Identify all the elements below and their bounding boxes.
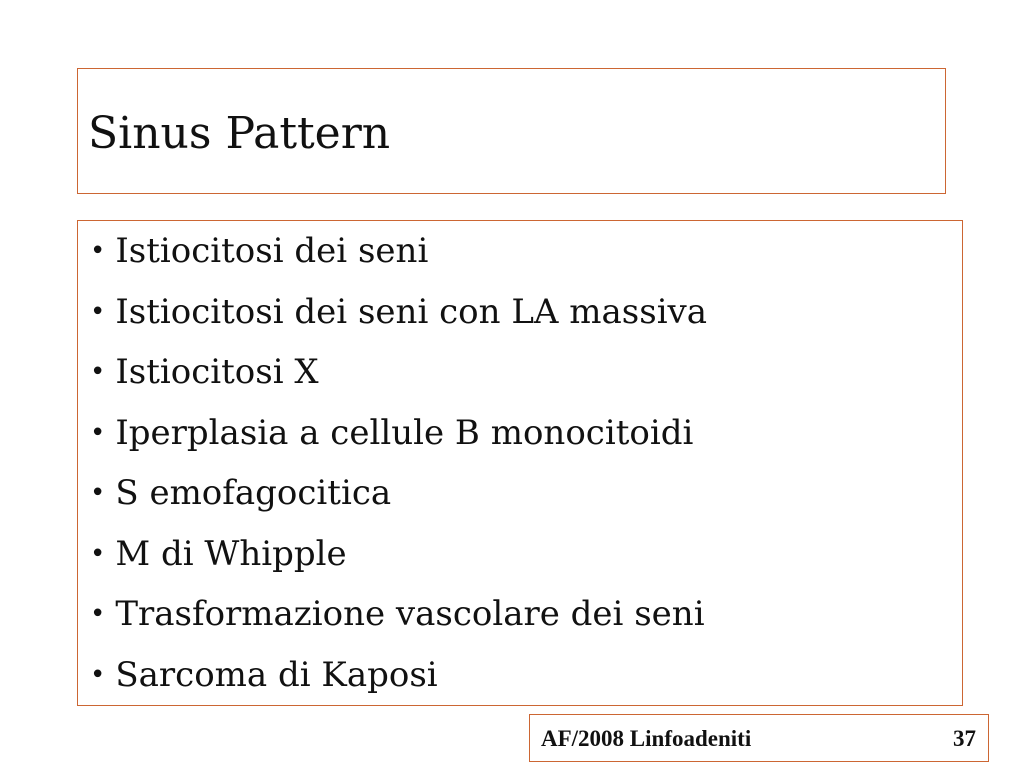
bullet-item <box>90 645 707 706</box>
bullet-item <box>90 584 707 645</box>
bullet-point-icon: • <box>90 538 106 569</box>
bullet-point-icon: • <box>90 236 106 267</box>
bullet-item <box>90 403 707 464</box>
footer-label: AF/2008 Linfoadeniti <box>541 726 752 751</box>
bullet-item <box>90 463 707 524</box>
bullet-text: Iperplasia a cellule B monocitoidi <box>115 412 694 453</box>
bullet-text: M di Whipple <box>115 533 347 574</box>
bullet-text: Sarcoma di Kaposi <box>115 654 438 695</box>
footer-frame <box>529 714 989 762</box>
page-number: 37 <box>953 726 976 751</box>
bullet-item <box>90 524 707 585</box>
bullet-text: Trasformazione vascolare dei seni <box>115 594 705 635</box>
bullet-item <box>90 342 707 403</box>
bullet-point-icon: • <box>90 478 106 509</box>
bullet-item <box>90 282 707 343</box>
bullet-text: Istiocitosi X <box>115 352 319 393</box>
title-frame <box>77 68 946 194</box>
bullet-point-icon: • <box>90 417 106 448</box>
content-frame <box>77 220 963 706</box>
bullet-point-icon: • <box>90 659 106 690</box>
bullet-point-icon: • <box>90 296 106 327</box>
bullet-point-icon: • <box>90 357 106 388</box>
bullet-text: Istiocitosi dei seni <box>115 231 429 272</box>
slide-title: Sinus Pattern <box>88 108 391 159</box>
bullet-list <box>90 221 707 705</box>
bullet-item <box>90 221 707 282</box>
bullet-point-icon: • <box>90 599 106 630</box>
bullet-text: S emofagocitica <box>115 473 392 514</box>
bullet-text: Istiocitosi dei seni con LA massiva <box>115 291 708 332</box>
